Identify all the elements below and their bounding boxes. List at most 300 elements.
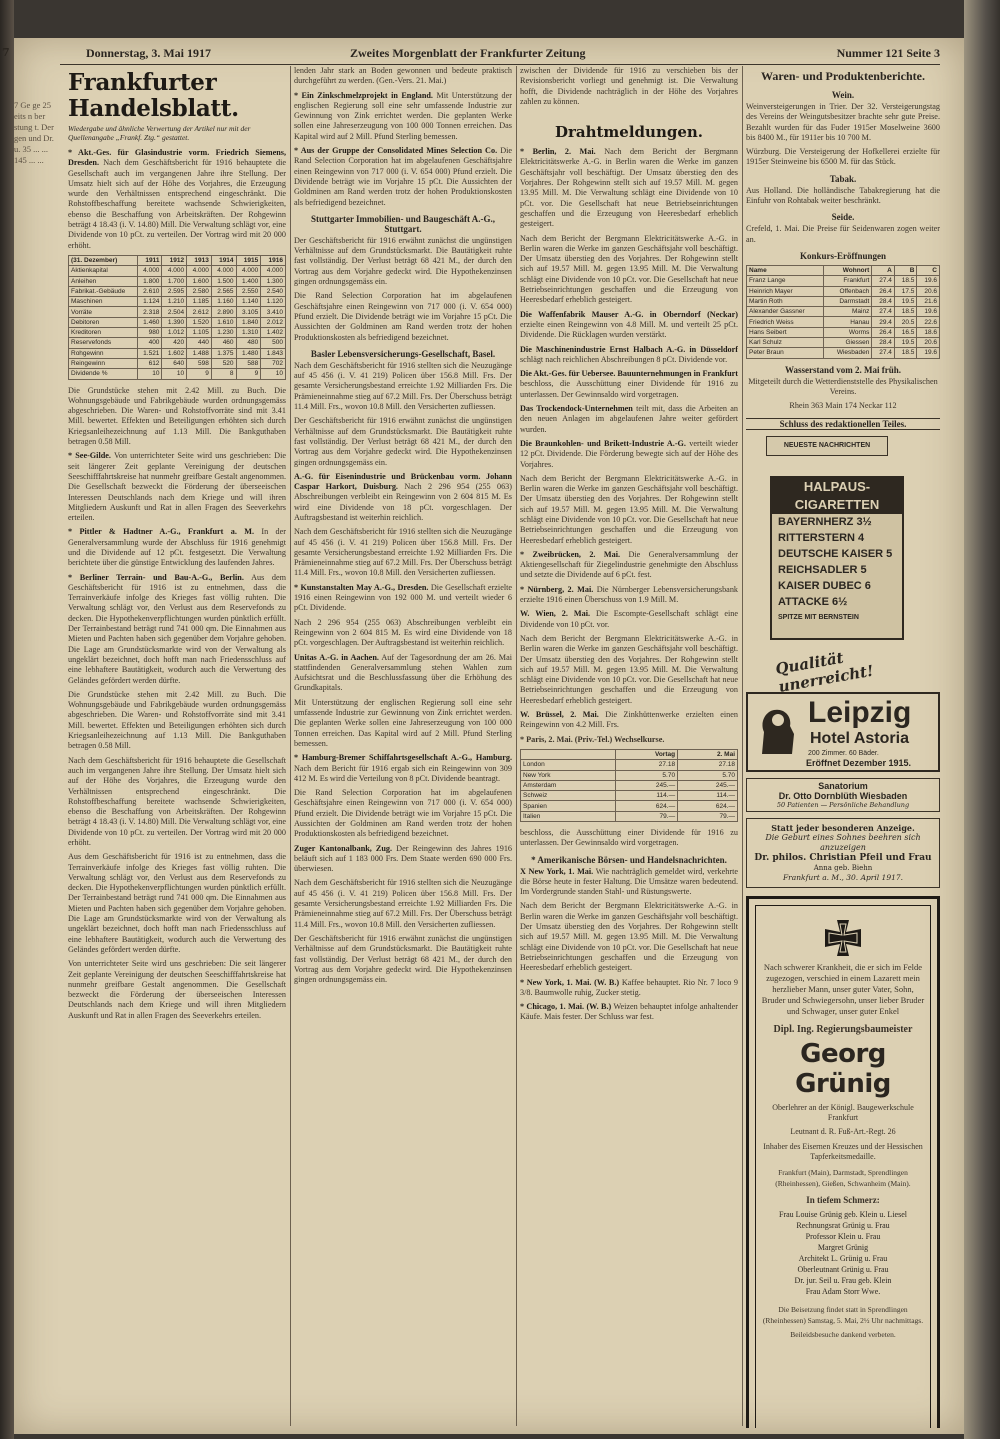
table-row [69, 317, 286, 327]
table-cell: 245.— [615, 780, 677, 790]
table-cell: 2.012 [261, 317, 286, 327]
table-header-cell: 2. Mai [678, 749, 738, 759]
wire-body: Die Generalversammlung der Aktiengesellschaft für Ziegelindustrie genehmigte den Abschluss und setzte die Dividende auf 6 pCt. fest. [520, 549, 738, 580]
wire-item [520, 1002, 738, 1023]
birth-names2: Anna geb. Biehn [813, 863, 873, 872]
sanat-head: Sanatorium [818, 780, 868, 791]
article-head: * Berliner Terrain- und Bau-A.-G., Berlin. [68, 572, 244, 582]
column-handelsblatt [68, 66, 286, 1428]
table-cell: 400 [137, 338, 162, 348]
table-cell: Aktienkapital [69, 266, 138, 276]
table-cell: Darmstadt [824, 296, 872, 306]
wire-item [520, 404, 738, 435]
table-cell: 5.70 [678, 770, 738, 780]
wire-head: * Nürnberg, 2. Mai. [520, 584, 594, 594]
table-row [521, 811, 738, 821]
table-row [747, 317, 940, 327]
cig-product-line: KAISER DUBEC 6 [778, 579, 871, 592]
water-level-title: Wasserstand vom 2. Mai früh. [784, 364, 901, 375]
article-head: * Aus der Gruppe der Consolidated Mines Selection Co. [294, 146, 498, 156]
table-cell: 1.600 [187, 276, 212, 286]
table-cell: 2.504 [162, 307, 187, 317]
table-cell: 2.890 [211, 307, 236, 317]
table-header-cell: 1914 [211, 255, 236, 265]
table-header-cell: Name [747, 265, 824, 275]
article-head: Unitas A.-G. in Aachen. [294, 652, 379, 662]
wire-body: Nach dem Bericht der Bergmann Elektricitätswerke A.-G. in Berlin waren die Werke im ganzen Geschäftsjahr voll beschäftigt. Der Umsatz überstieg den des Vorjahres. Der Rohgewinn stellt sich auf 19.57 Mill. M. gegen 13.95 Mill. M. Die Verwaltung schlägt eine Dividende von 10 pCt. vor. Die Gesellschaft hat neue Betriebseinrichtungen geschaffen und die Erzeugung von Heeresbedarf erheblich gesteigert. [520, 633, 738, 705]
table-row [747, 338, 940, 348]
section-title: Drahtmeldungen. [554, 123, 704, 142]
table-cell: 1.375 [211, 348, 236, 358]
table-row [69, 297, 286, 307]
column-rule [516, 66, 517, 1426]
table-cell: 1.400 [236, 276, 261, 286]
article [68, 573, 286, 686]
article-head: Basler Lebensversicherungs-Gesellschaft, Basel. [310, 348, 496, 359]
wire-item [520, 345, 738, 366]
column-markets-and-ads [746, 66, 940, 1428]
article-body: Die Grundstücke stehen mit 2.42 Mill. zu Buch. Die Wohnungsgebäude und Fabrikgebäude wurden ordnungsgemäss abgeschrieben. Die Waren- und Rohstoffvorräte sind mit 3.41 Mill. bewertet. Effekten und Beteiligungen erhöhten sich durch Kriegsanleihezeichnung auf 1.13 Mill. Die Bankguthaben betragen 0.58 Mill. [68, 689, 286, 751]
wire-body: Die Zinkhüttenwerke erzielten einen Reingewinn von 4.2 Mill. Frs. [520, 710, 738, 730]
article-body: Nach dem Geschäftsbericht für 1916 stellten sich die Neuzugänge auf 45 456 (i. V. 41 219) Policen über 156.8 Mill. Frs. Der gesamte Versicherungsbestand erreichte 1.92 Milliarden Frs. Die Prämieneinnahme stieg auf 67.2 Mill. Frs. Der Überschuss beträgt 11.4 Mill. Frs., wovon 10.8 Mill. den Versicherten zufliessen. [294, 878, 512, 929]
header-page-number: Nummer 121 Seite 3 [836, 46, 940, 60]
table-header-cell: C [917, 265, 940, 275]
table-cell: 1.210 [162, 297, 187, 307]
table-row [747, 327, 940, 337]
table-cell: 4.000 [236, 266, 261, 276]
sanatorium-advertisement [746, 778, 940, 812]
balance-table [68, 255, 286, 380]
thanks-note: Beileidsbesuche dankend verbeten. [790, 1329, 896, 1339]
cig-box [770, 476, 904, 640]
article-body: Aus dem Geschäftsbericht für 1916 ist zu entnehmen, dass die Terrainverkäufe infolge des Krieges fast völlig ruhten. Die Verwaltung schlägt vor, den Verlust aus dem Reservefonds zu decken. Die Hypothekenverpflichtungen wurden pünktlich erfüllt. Der Terrainbestand beträgt rund 741 000 qm. Die Einnahmen aus Mieten und Pachten haben sich gegenüber dem Vorjahre gehoben. Die Lage am Grundstücksmarkte wird von der Verwaltung als ungeklärt bezeichnet, doch hofft man nach Friedensschluss auf eine lebhaftere Bautätigkeit, wodurch auch die Verwertung des Geländes gefördert werden dürfte. [68, 852, 286, 954]
table-cell: 1.012 [162, 328, 187, 338]
cigarette-advertisement [746, 436, 940, 696]
table-cell: Debitoren [69, 317, 138, 327]
table-cell: Wiesbaden [824, 348, 872, 358]
table-cell: 21.6 [917, 296, 940, 306]
table-cell: 4.000 [137, 266, 162, 276]
article-head: Zuger Kantonalbank, Zug. [294, 843, 393, 853]
article-head: A.-G. für Eisenindustrie und Brückenbau vorm. Johann Caspar Harkort, Duisburg. [294, 471, 512, 492]
wire-item [520, 147, 738, 229]
table-cell: 612 [137, 358, 162, 368]
table-row [747, 348, 940, 358]
table-cell: 18.5 [894, 276, 917, 286]
wire-item [520, 369, 738, 400]
table-cell: 2.318 [137, 307, 162, 317]
article [68, 527, 286, 568]
death-intro: Nach schwerer Krankheit, die er sich im Felde zugezogen, verschied in einem Lazarett mein herzlieber Mann, unser guter Vater, Sohn, Bruder und Schwiegersohn, unser lieber Bruder und Schwager, unser guter Enkel [761, 961, 925, 1016]
table-cell: Frankfurt [824, 276, 872, 286]
wire-head: * Berlin, 2. Mai. [520, 147, 596, 157]
table-cell: 8 [211, 369, 236, 379]
wire-head: * New York, 1. Mai. (W. B.) [520, 977, 620, 987]
birth-head: Statt jeder besonderen Anzeige. [771, 822, 915, 833]
table-header-cell: Wohnort [824, 265, 872, 275]
article-body: zwischen der Dividende für 1916 zu verschieben bis der Revisionsbericht vorliegt und genehmigt ist. Die Verwaltung hofft, die Dividende nachträglich in der Höhe des Vorjahres zahlen zu können. [520, 66, 738, 106]
table-cell: 29.4 [872, 317, 895, 327]
table-cell: 1.185 [187, 297, 212, 307]
article-body: Nach 2 296 954 (255 063) Abschreibungen verbleibt ein Reingewinn von 2 604 815 M. Es wird eine Dividende von 18 pCt. vorgeschlagen. Der Auftragsbestand ist weiterhin reichlich. [294, 482, 512, 522]
previous-page-number: 7 [2, 46, 10, 59]
wire-body: Weizen behauptet infolge anhaltender Käufe. Mais fester. Der Schluss war fest. [520, 1002, 738, 1022]
death-rank: Leutnant d. R. Fuß-Art.-Regt. 26 [790, 1127, 896, 1137]
mourner-name: Dr. jur. Seil u. Frau geb. Klein [794, 1276, 892, 1286]
table-cell: Reservefonds [69, 338, 138, 348]
article-body: Die Rand Selection Corporation hat im abgelaufenen Geschäftsjahre einen Reingewinn von 717 000 (i. V. 654 000) Pfund erzielt. Die Dividende beträgt wie im Vorjahre 15 pCt. Die Aussichten der Goldminen am Rand werden trotz der hohen Produktionskosten als befriedigend bezeichnet. [294, 788, 512, 839]
table-cell: Dividende % [69, 369, 138, 379]
table-cell: 79.— [615, 811, 677, 821]
birth-place: Frankfurt a. M., 30. April 1917. [782, 872, 904, 882]
wire-head: W. Wien, 2. Mai. [520, 609, 591, 619]
article-body: Die Grundstücke stehen mit 2.42 Mill. zu Buch. Die Wohnungsgebäude und Fabrikgebäude wurden ordnungsgemäss abgeschrieben. Die Waren- und Rohstoffvorräte sind mit 3.41 Mill. bewertet. Effekten und Beteiligungen erhöhten sich durch Kriegsanleihezeichnung auf 1.13 Mill. Die Bankguthaben betragen 0.58 Mill. [68, 385, 286, 447]
table-cell: 1.843 [261, 348, 286, 358]
mourner-name: Oberleutnant Grünig u. Frau [797, 1265, 889, 1275]
table-cell: 18.5 [894, 348, 917, 358]
table-cell: 9 [236, 369, 261, 379]
column-wire-reports [520, 66, 738, 1428]
wire-head: Die Waffenfabrik Mauser A.-G. in Oberndorf (Neckar) [520, 309, 738, 319]
table-cell: 1.160 [211, 297, 236, 307]
table-header-cell [521, 749, 616, 759]
table-cell: Mainz [824, 307, 872, 317]
report-body: Aus Holland. Die holländische Tabakregierung hat die Einfuhr von Rohtabak weiter beschränkt. [746, 185, 940, 206]
table-caption: (31. Dezember) [69, 255, 138, 265]
binding-spine [0, 0, 14, 1439]
cig-banner: NEUESTE NACHRICHTEN [766, 436, 888, 456]
article-head: * Pittler & Hadtner A.-G., Frankfurt a. M. [68, 527, 255, 537]
table-cell: Hanau [824, 317, 872, 327]
wire-item [520, 609, 738, 630]
article [294, 91, 512, 142]
article-body: Mit Unterstützung der englischen Regierung soll eine sehr umfassende Industrie zur Gewinnung von Zink errichtet werden. Die geplanten Werke sollen eine Jahreserzeugung von 100 000 Tonnen erreichen. Das Kapital wird auf 2 Mill. Pfund Sterling bemessen. [294, 90, 512, 141]
birth-names: Dr. philos. Christian Pfeil und Frau [754, 852, 932, 863]
table-cell: 460 [211, 338, 236, 348]
table-cell: 1.460 [137, 317, 162, 327]
article-body: Die Gesellschaft erzielte 1916 einen Reingewinn von 192 000 M. und verteilt wieder 6 pCt. Dividende. [294, 582, 512, 613]
table-cell: Kreditoren [69, 328, 138, 338]
wire-body: Die Nürnberger Lebensversicherungsbank erzielte 1916 einen Überschuss von 1.9 Mill. M. [520, 584, 738, 605]
table-cell: Maschinen [69, 297, 138, 307]
table-cell: Peter Braun [747, 348, 824, 358]
wire-body: beschloss, die Ausschüttung einer Dividende für 1916 zu unterlassen. Der Gewinnsaldo wird vorgetragen. [520, 379, 738, 399]
table-header-cell: 1912 [162, 255, 187, 265]
article-body: In der Generalversammlung wurde der Abschluss für 1916 genehmigt und die Dividende auf 12 pCt. festgesetzt. Die Verwaltung berichtete über die günstige Entwicklung des laufenden Jahres. [68, 527, 286, 568]
table-header-cell: Vortag [615, 749, 677, 759]
table-cell: 500 [261, 338, 286, 348]
article [68, 148, 286, 251]
water-level-data: Rhein 363 Main 174 Neckar 112 [789, 401, 897, 411]
table-cell: 598 [187, 358, 212, 368]
wire-body: teilt mit, dass die Arbeiten an den neuen Anlagen im abgelaufenen Jahre weiter gefördert wurden. [520, 404, 738, 434]
table-row [747, 307, 940, 317]
table-cell: 20.5 [894, 317, 917, 327]
bankruptcy-table [746, 265, 940, 359]
table-cell: 19.6 [917, 307, 940, 317]
table-cell: Offenbach [824, 286, 872, 296]
table-cell: 980 [137, 328, 162, 338]
hotel-city: Leipzig [808, 695, 912, 729]
table-cell: Franz Lange [747, 276, 824, 286]
cig-slogan: Qualität unerreicht! [774, 648, 875, 696]
cig-product-line: RITTERSTERN 4 [778, 531, 865, 544]
table-header-cell: 1916 [261, 255, 286, 265]
table-row [69, 286, 286, 296]
table-cell: 520 [211, 358, 236, 368]
wire-head: Die Maschinenindustrie Ernst Halbach A.-G. in Düsseldorf [520, 344, 738, 354]
lion-icon [754, 704, 800, 760]
article-body: Der Geschäftsbericht für 1916 erwähnt zunächst die ungünstigen Verhältnisse auf dem Grundstücksmarkt. Die Bautätigkeit ruhte fast vollständig. Der Verlust beträgt 68 421 M., der durch den Vortrag aus dem Vorjahre gedeckt wird. Die Hypothekenzinsen gingen ordnungsgemäss ein. [294, 416, 512, 467]
table-cell: Fabrikat.-Gebäude [69, 286, 138, 296]
table-cell: Alexander Gassner [747, 307, 824, 317]
wire-head: X New York, 1. Mai. [520, 866, 594, 876]
end-of-editorial: Schluss des redaktionellen Teiles. [746, 418, 940, 430]
table-header-cell: 1915 [236, 255, 261, 265]
table-cell: 1.610 [211, 317, 236, 327]
table-cell: 2.612 [187, 307, 212, 317]
death-medals: Inhaber des Eisernen Kreuzes und der Hessischen Tapferkeitsmedaille. [763, 1141, 923, 1162]
grief-head: In tiefem Schmerz: [806, 1194, 880, 1205]
article-body: Der Geschäftsbericht für 1916 erwähnt zunächst die ungünstigen Verhältnisse auf dem Grundstücksmarkt. Die Bautätigkeit ruhte fast vollständig. Der Verlust beträgt 68 421 M., der durch den Vortrag aus dem Vorjahre gedeckt wird. Die Hypothekenzinsen gingen ordnungsgemäss ein. [294, 933, 512, 985]
table-row [747, 296, 940, 306]
table-cell: 2.610 [137, 286, 162, 296]
table-cell: 1.124 [137, 297, 162, 307]
cig-product-line: DEUTSCHE KAISER 5 [778, 547, 893, 560]
table-cell: 114.— [678, 791, 738, 801]
wire-item [520, 439, 738, 470]
article-body: Der Reingewinn des Jahres 1916 beläuft sich auf 1 183 000 Frs. Dem Staate werden 690 000 Frs. überwiesen. [294, 843, 512, 874]
table-cell: 1.480 [236, 348, 261, 358]
table-cell: 1.500 [211, 276, 236, 286]
table-cell: Friedrich Weiss [747, 317, 824, 327]
table-cell: Vorräte [69, 307, 138, 317]
birth-text: Die Geburt eines Sohnes beehren sich anzuzeigen [765, 832, 921, 852]
table-row [69, 358, 286, 368]
table-cell: 624.— [615, 801, 677, 811]
hotel-advertisement [746, 692, 940, 772]
table-cell: 245.— [678, 780, 738, 790]
table-cell: 19.5 [894, 338, 917, 348]
table-cell: 1.602 [162, 348, 187, 358]
table-row [747, 286, 940, 296]
table-cell: Worms [824, 327, 872, 337]
table-header-cell: A [872, 265, 895, 275]
wire-body: Nach dem Bericht der Bergmann Elektricitätswerke A.-G. in Berlin waren die Werke im ganzen Geschäftsjahr voll beschäftigt. Der Umsatz überstieg den des Vorjahres. Der Rohgewinn stellt sich auf 19.57 Mill. M. gegen 13.95 Mill. M. Die Verwaltung schlägt eine Dividende von 10 pCt. vor. Die Gesellschaft hat neue Betriebseinrichtungen geschaffen und die Erzeugung von Heeresbedarf erheblich gesteigert. [520, 233, 738, 305]
table-cell: 28.4 [872, 338, 895, 348]
article [294, 653, 512, 694]
table-cell: 27.4 [872, 276, 895, 286]
wire-item [520, 585, 738, 606]
table-cell: 16.5 [894, 327, 917, 337]
report-body: Weinversteigerungen in Trier. Der 32. Versteigerungstag des Vereins der Weingutsbesitzer brachte sehr gute Preise. Bezahlt wurden für das Fuder 1915er Moselweine 3600 bis 8400 M., für 1911er bis 10 700 M. [746, 102, 940, 142]
table-header-cell: 1911 [137, 255, 162, 265]
article-body: Die Rand Selection Corporation hat im abgelaufenen Geschäftsjahre einen Reingewinn von 717 000 (i. V. 654 000) Pfund erzielt. Die Dividende beträgt wie im Vorjahre 15 pCt. Die Aussichten der Goldminen am Rand werden trotz der hohen Produktionskosten als befriedigend bezeichnet. [294, 146, 512, 207]
cig-product-line: REICHSADLER 5 [778, 563, 867, 576]
sanat-doctor: Dr. Otto Dornblüth Wiesbaden [778, 790, 908, 801]
table-cell: 79.— [678, 811, 738, 821]
wire-body: Nach dem Bericht der Bergmann Elektricitätswerke A.-G. in Berlin waren die Werke im ganzen Geschäftsjahr voll beschäftigt. Der Umsatz überstieg den des Vorjahres. Der Rohgewinn stellt sich auf 19.57 Mill. M. gegen 13.95 Mill. M. Die Verwaltung schlägt eine Dividende von 10 pCt. vor. Die Gesellschaft hat neue Betriebseinrichtungen geschaffen und die Erzeugung von Heeresbedarf erheblich gesteigert. [520, 473, 738, 545]
table-cell: 4.000 [187, 266, 212, 276]
article-body: Von unterrichteter Seite wird uns geschrieben: Die seit längerer Zeit geplante Vereinigung der deutschen Seeschifffahrtskreise hat nunmehr greifbare Gestalt angenommen. Die Gesellschaft bezweckt die Förderung der überseeischen Interessen Deutschlands nach dem Kriege und will ihren Mitgliedern Auskunft und Rat in allen Fragen des Seeverkehrs erteilen. [68, 959, 286, 1020]
table-cell: Martin Roth [747, 296, 824, 306]
article-body: Die Rand Selection Corporation hat im abgelaufenen Geschäftsjahre einen Reingewinn von 717 000 (i. V. 654 000) Pfund erzielt. Die Dividende beträgt wie im Vorjahre 15 pCt. Die Aussichten der Goldminen am Rand werden trotz der hohen Produktionskosten als befriedigend bezeichnet. [294, 291, 512, 342]
table-row [69, 369, 286, 379]
table-cell: Heinrich Mayer [747, 286, 824, 296]
table-row [69, 348, 286, 358]
table-cell: Rohgewinn [69, 348, 138, 358]
table-cell: 1.390 [162, 317, 187, 327]
mourner-name: Frau Adam Storr Wwe. [805, 1287, 881, 1297]
wire-body: beschloss, die Ausschüttung einer Dividende für 1916 zu unterlassen. Der Gewinnsaldo wird vorgetragen. [520, 828, 738, 848]
wire-head: * Paris, 2. Mai. (Priv.-Tel.) Wechselkurse. [520, 734, 665, 744]
page-header [60, 44, 940, 65]
table-cell: 1.520 [187, 317, 212, 327]
column-rule [742, 66, 743, 1426]
sanat-note: 50 Patienten — Persönliche Behandlung [776, 800, 910, 809]
article-body: Mit Unterstützung der englischen Regierung soll eine sehr umfassende Industrie zur Gewinnung von Zink errichtet werden. Die geplanten Werke sollen eine Jahreserzeugung von 100 000 Tonnen erreichen. Das Kapital wird auf 2 Mill. Pfund Sterling bemessen. [294, 697, 512, 748]
article-body: lenden Jahr stark an Boden gewonnen und bedeute praktisch durchgeführt zu werden. (Gen.-Vers. 21. Mai.) [294, 66, 512, 86]
table-cell: 20.6 [917, 286, 940, 296]
wire-head: * Chicago, 1. Mai. (W. B.) [520, 1002, 612, 1012]
table-cell: 3.105 [236, 307, 261, 317]
section-title: Waren- und Produktenberichte. [761, 69, 925, 83]
column-rule [290, 66, 291, 1426]
table-cell: 18.6 [917, 327, 940, 337]
article-body: Nach dem Bericht für 1916 ergab sich ein Reingewinn von 309 412 M. Es wird die Verteilung von 8 pCt. Dividende beantragt. [294, 763, 512, 783]
table-cell: 2.580 [187, 286, 212, 296]
table-cell: 28.4 [872, 296, 895, 306]
table-cell: 22.6 [917, 317, 940, 327]
wire-head: Die Akt.-Ges. für Uebersee. Bauunternehmungen in Frankfurt [520, 369, 738, 379]
exchange-rate-table [520, 749, 738, 822]
article-body: Auf der Tagesordnung der am 26. Mai stattfindenden Generalversammlung stehen Wahlen zum Aufsichtsrat und die Beschlussfassung über die Erhöhung des Grundkapitals. [294, 652, 512, 693]
table-cell: Anleihen [69, 276, 138, 286]
birth-announcement [746, 818, 940, 888]
table-cell: 2.565 [211, 286, 236, 296]
wire-head: Die Braunkohlen- und Brikett-Industrie A.-G. [520, 438, 686, 448]
water-level-note: Mitgeteilt durch die Wetterdienststelle des Physikalischen Vereins. [748, 376, 938, 396]
table-cell: 5.70 [615, 770, 677, 780]
table-cell: 2.550 [236, 286, 261, 296]
table-cell: Karl Schulz [747, 338, 824, 348]
death-notice [746, 896, 940, 1428]
table-cell: 4.000 [211, 266, 236, 276]
table-cell: Amsterdam [521, 780, 616, 790]
table-row [521, 770, 738, 780]
report-body: Würzburg. Die Versteigerung der Hofkellerei erzielte für 1915er Steinweine bis 6500 M. für das Stück. [746, 147, 940, 167]
article-body: Nach 2 296 954 (255 063) Abschreibungen verbleibt ein Reingewinn von 2 604 815 M. Es wird eine Dividende von 18 pCt. vorgeschlagen. Der Auftragsbestand ist weiterhin reichlich. [294, 617, 512, 648]
table-cell: 1.402 [261, 328, 286, 338]
table-cell: Hans Seibert [747, 327, 824, 337]
hotel-opening: Eröffnet Dezember 1915. [806, 757, 912, 768]
wire-body: Nach dem Bericht der Bergmann Elektricitätswerke A.-G. in Berlin waren die Werke im ganzen Geschäftsjahr voll beschäftigt. Der Umsatz überstieg den des Vorjahres. Der Rohgewinn stellt sich auf 19.57 Mill. M. gegen 13.95 Mill. M. Die Verwaltung schlägt eine Dividende von 10 pCt. vor. Die Gesellschaft hat neue Betriebseinrichtungen geschaffen und die Erzeugung von Heeresbedarf erheblich gesteigert. [520, 147, 738, 229]
article-body: Aus dem Geschäftsbericht für 1916 ist zu entnehmen, dass die Terrainverkäufe infolge des Krieges fast völlig ruhten. Die Verwaltung schlägt vor, den Verlust aus dem Reservefonds zu decken. Die Hypothekenverpflichtungen wurden pünktlich erfüllt. Der Terrainbestand beträgt rund 741 000 qm. Die Einnahmen aus Mieten und Pachten haben sich gegenüber dem Vorjahre gehoben. Die Lage am Grundstücksmarkte wird von der Verwaltung als ungeklärt bezeichnet, doch hofft man nach Friedensschluss auf eine lebhaftere Bautätigkeit, wodurch auch die Verwertung des Geländes gefördert werden dürfte. [68, 572, 286, 685]
section-subtitle: * Amerikanische Börsen- und Handelsnachrichten. [531, 854, 727, 865]
wire-body: Kaffee behauptet. Rio Nr. 7 loco 9 3/8. Baumwolle ruhig, Zucker stetig. [520, 977, 738, 997]
wire-body: Wie nachträglich gemeldet wird, verkehrte die Börse heute in fester Haltung. Die Umsätze waren bedeutend. Im Vordergrunde standen Stahl- und Rüstungswerte. [520, 866, 738, 897]
article-head: * Kunstanstalten May A.-G., Dresden. [294, 582, 429, 592]
header-paper: Zweites Morgenblatt der Frankfurter Zeitung [350, 46, 586, 60]
table-cell: 2.540 [261, 286, 286, 296]
subsection-title: Konkurs-Eröffnungen [799, 250, 887, 261]
table-header-cell: B [894, 265, 917, 275]
table-cell: 702 [261, 358, 286, 368]
article-body: Nach dem Geschäftsbericht für 1916 stellten sich die Neuzugänge auf 45 456 (i. V. 41 219) Policen über 156.8 Mill. Frs. Der gesamte Versicherungsbestand erreichte 1.92 Milliarden Frs. Die Prämieneinnahme stieg auf 67.2 Mill. Frs. Der Überschuss beträgt 11.4 Mill. Frs., wovon 10.8 Mill. den Versicherten zufliessen. [294, 360, 512, 412]
table-cell: 26.4 [872, 327, 895, 337]
table-cell: 1.800 [137, 276, 162, 286]
mourner-name: Frau Louise Grünig geb. Klein u. Liesel [779, 1210, 907, 1220]
article-head: * Hamburg-Bremer Schiffahrtsgesellschaft A.-G., Hamburg. [294, 753, 512, 763]
subsection-title: Wein. [831, 90, 855, 100]
table-row [69, 328, 286, 338]
table-cell: Spanien [521, 801, 616, 811]
wire-item [520, 710, 738, 731]
table-row [69, 307, 286, 317]
wire-item [520, 310, 738, 341]
table-cell: 1.521 [137, 348, 162, 358]
table-cell: 1.310 [236, 328, 261, 338]
cig-sub: SPITZE MIT BERNSTEIN [778, 613, 859, 621]
wire-head: W. Brüssel, 2. Mai. [520, 710, 599, 720]
table-cell: 1.140 [236, 297, 261, 307]
table-cell: 1.230 [211, 328, 236, 338]
section-title: Frankfurter Handelsblatt. [68, 69, 239, 122]
wire-item [520, 978, 738, 999]
previous-page-edge-text: 7 Ge ge 25 eits n ber stung t. Der gen und Dr. u. 35 ... ... 145 ... ... [14, 100, 54, 165]
table-header-cell: 1913 [187, 255, 212, 265]
article-body: Nach dem Geschäftsbericht für 1916 behauptete die Gesellschaft auch im vergangenen Jahre ihre Stellung. Der Umsatz hielt sich auf der Höhe des Vorjahres, die Erzeugung wurde den Verhältnissen entsprechend eingeschränkt. Die Rohstoffbeschaffung bereitete wachsende Schwierigkeiten, ebenso die Beschaffung von Arbeitskräften. Der Rohgewinn beträgt 4 18.43 (i. V. 14.80) Mill. Die Verwaltung schlägt vor, eine Dividende von 10 pCt. zu verteilen. Der Vortrag wird mit 20 000 erhöht. [68, 158, 286, 250]
table-cell: 26.4 [872, 286, 895, 296]
article-body: Der Geschäftsbericht für 1916 erwähnt zunächst die ungünstigen Verhältnisse auf dem Grundstücksmarkt. Die Bautätigkeit ruhte fast vollständig. Der Verlust beträgt 68 421 M., der durch den Vortrag aus dem Vorjahre gedeckt wird. Die Hypothekenzinsen gingen ordnungsgemäss ein. [294, 235, 512, 287]
article [294, 753, 512, 784]
table-cell: Giessen [824, 338, 872, 348]
table-cell: 1.700 [162, 276, 187, 286]
table-cell: 18.5 [894, 307, 917, 317]
table-cell: 4.000 [162, 266, 187, 276]
table-cell: 19.5 [894, 296, 917, 306]
wire-body: schlägt nach reichlichen Abschreibungen 8 pCt. Dividende vor. [520, 354, 728, 364]
table-row [521, 780, 738, 790]
table-row [69, 276, 286, 286]
table-cell: 640 [162, 358, 187, 368]
article [294, 583, 512, 614]
table-cell: 480 [236, 338, 261, 348]
table-cell: 10 [162, 369, 187, 379]
wire-item [520, 550, 738, 581]
table-cell: 10 [137, 369, 162, 379]
table-cell: London [521, 760, 616, 770]
mourner-name: Rechnungsrat Grünig u. Frau [796, 1221, 890, 1231]
table-row [747, 276, 940, 286]
table-cell: 20.6 [917, 338, 940, 348]
article-body: Von unterrichteter Seite wird uns geschrieben: Die seit längerer Zeit geplante Vereinigung der deutschen Seeschifffahrtskreise hat nunmehr greifbare Gestalt angenommen. Die Gesellschaft bezweckt die Förderung der überseeischen Interessen Deutschlands nach dem Kriege und will ihren Mitgliedern Auskunft und Rat in allen Fragen des Seeverkehrs erteilen. [68, 451, 286, 523]
hotel-name: Hotel Astoria [810, 729, 909, 747]
wire-body: erzielte einen Reingewinn von 4.8 Mill. M. und verteilt 25 pCt. Dividende. Die Rücklagen wurden verstärkt. [520, 319, 738, 340]
table-cell: 114.— [615, 791, 677, 801]
mourner-name: Architekt L. Grünig u. Frau [798, 1254, 888, 1264]
table-cell: 1.105 [187, 328, 212, 338]
death-job: Oberlehrer an der Königl. Baugewerkschule Frankfurt [772, 1102, 914, 1123]
table-cell: 1.840 [236, 317, 261, 327]
article [294, 472, 512, 523]
table-cell: 27.18 [678, 760, 738, 770]
table-cell: 1.300 [261, 276, 286, 286]
table-cell: 27.18 [615, 760, 677, 770]
mourner-name: Margret Grünig [817, 1243, 869, 1253]
table-cell: Schweiz [521, 791, 616, 801]
table-cell: 17.5 [894, 286, 917, 296]
